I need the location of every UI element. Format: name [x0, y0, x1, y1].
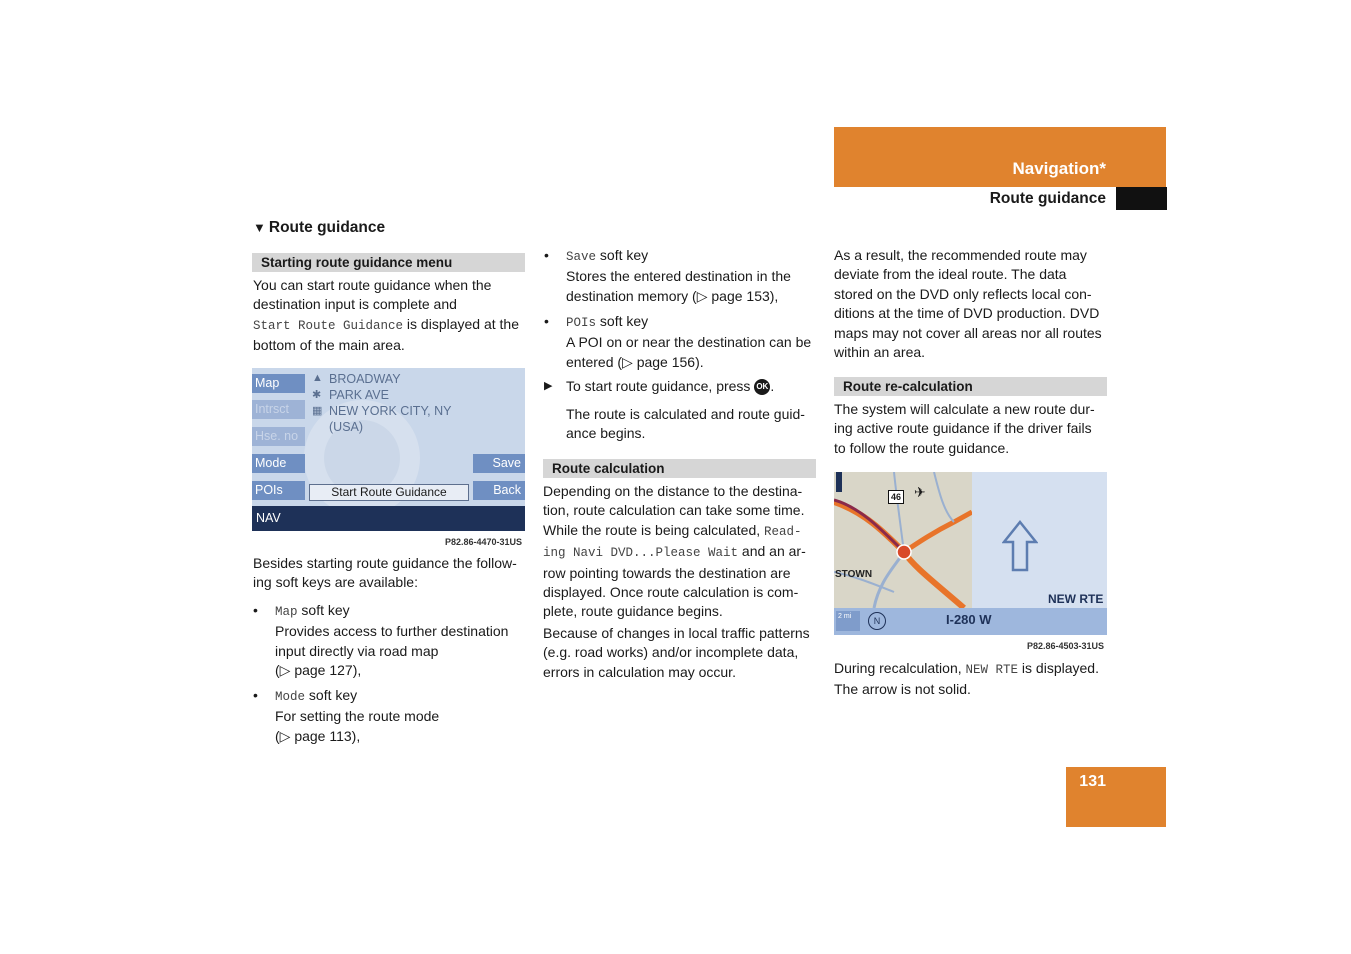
- calc-line: While the route is being calculated,: [543, 521, 765, 538]
- result-paragraph: [566, 405, 826, 444]
- page-number: 131: [1079, 773, 1106, 790]
- changes-line: errors in calculation may occur.: [543, 663, 736, 680]
- intro-line: bottom of the main area.: [253, 337, 405, 354]
- list-line: Provides access to further destination: [275, 623, 509, 640]
- bullet-icon: •: [544, 247, 549, 263]
- intro-line: is displayed at the: [403, 315, 519, 332]
- main-heading: [253, 219, 385, 237]
- nav-screen-recalculation: [834, 472, 1107, 635]
- calc-line: Depending on the distance to the destina-: [543, 483, 803, 499]
- header-marker: [1116, 187, 1167, 210]
- recalc-line: ing active route guidance if the driver fails: [834, 420, 1092, 437]
- calculation-paragraph: [543, 482, 828, 622]
- map-view: [834, 472, 972, 608]
- deviation-line: stored on the DVD only reflects local con-: [834, 285, 1092, 302]
- section-title: Navigation*: [1012, 159, 1106, 178]
- list-line: (▷ page 127),: [275, 662, 362, 679]
- softkey-map[interactable]: Map: [252, 374, 305, 393]
- recalculation-paragraph: [834, 400, 1119, 458]
- subsection-title: Route guidance: [989, 190, 1106, 207]
- deviation-paragraph: [834, 246, 1119, 362]
- step-text: .: [770, 378, 775, 394]
- new-route-label: NEW RTE: [1048, 592, 1104, 606]
- besides-line: ing soft keys are available:: [253, 574, 418, 591]
- list-line: input directly via road map: [275, 642, 439, 659]
- softkey-pois[interactable]: POIs: [252, 481, 305, 500]
- figure-caption: P82.86-4470-31US: [445, 537, 523, 547]
- softkey-name: Mode: [275, 690, 306, 704]
- list-line: Stores the entered destination in the: [566, 268, 791, 285]
- address-cross-street: PARK AVE: [329, 388, 389, 402]
- list-line: A POI on or near the destination can be: [566, 334, 812, 351]
- address-country: (USA): [329, 420, 364, 434]
- compass-icon: N: [868, 612, 886, 630]
- nav-status-bar: NAV: [252, 506, 525, 531]
- intro-line: You can start route guidance when the: [253, 277, 492, 293]
- deviation-line: deviate from the ideal route. The data: [834, 266, 1067, 283]
- mono-text: ing Navi DVD...Please Wait: [543, 546, 739, 561]
- deviation-line: maps may not cover all areas nor all routes: [834, 324, 1102, 341]
- softkey-intersection[interactable]: Intrsct: [252, 400, 305, 419]
- list-line: entered (▷ page 156).: [566, 353, 704, 370]
- bullet-icon: •: [253, 687, 258, 703]
- besides-line: Besides starting route guidance the follow-: [253, 555, 517, 571]
- softkey-suffix: soft key: [297, 602, 350, 618]
- city-icon: ▦: [312, 405, 323, 417]
- mono-text: NEW RTE: [965, 663, 1019, 677]
- intro-line: destination input is complete and: [253, 296, 457, 313]
- calc-line: row pointing towards the destination are: [543, 564, 791, 581]
- softkey-suffix: soft key: [596, 247, 649, 263]
- list-line: (▷ page 113),: [275, 727, 361, 744]
- start-route-guidance-button[interactable]: Start Route Guidance: [309, 484, 469, 501]
- list-item: [544, 246, 826, 306]
- list-item: [544, 312, 826, 372]
- during-line: is displayed.: [1018, 660, 1099, 676]
- list-item: [253, 686, 535, 746]
- deviation-line: within an area.: [834, 344, 926, 361]
- result-line: ance begins.: [566, 425, 646, 442]
- triangle-down-icon: ▼: [253, 220, 266, 235]
- section-bar-route-calculation: Route calculation: [543, 459, 816, 478]
- step-item: [544, 377, 826, 396]
- step-text: To start route guidance, press: [566, 378, 751, 394]
- section-bar-starting: Starting route guidance menu: [252, 253, 525, 272]
- address-street: BROADWAY: [329, 372, 401, 386]
- softkey-name: Map: [275, 605, 298, 619]
- figure-caption: P82.86-4503-31US: [1027, 641, 1105, 651]
- softkey-suffix: soft key: [305, 687, 358, 703]
- during-line: During recalculation,: [834, 660, 966, 676]
- section-bar-route-recalculation: Route re-calculation: [834, 377, 1107, 396]
- intro-paragraph: [253, 276, 528, 356]
- during-paragraph: [834, 659, 1119, 700]
- softkey-mode[interactable]: Mode: [252, 454, 305, 473]
- deviation-line: ditions at the time of DVD production. DVD: [834, 305, 1100, 322]
- street-icon: ▲: [312, 372, 323, 384]
- map-town-label: STOWN: [835, 569, 873, 580]
- besides-paragraph: [253, 554, 533, 593]
- calc-line: and an ar-: [738, 543, 806, 560]
- list-item: [253, 601, 535, 681]
- step-arrow-icon: ▶: [544, 380, 553, 392]
- scale-indicator: 2 mi: [836, 611, 860, 631]
- arrow-up-outline-icon: [1002, 520, 1038, 572]
- softkey-suffix: soft key: [596, 313, 649, 329]
- guidance-panel: [972, 472, 1107, 608]
- address-city: NEW YORK CITY, NY: [329, 404, 452, 418]
- ok-button-icon: OK: [754, 379, 770, 395]
- cross-street-icon: ✱: [312, 389, 322, 401]
- calc-line: plete, route guidance begins.: [543, 603, 723, 620]
- list-line: destination memory (▷ page 153),: [566, 287, 779, 304]
- mono-text: Read-: [764, 524, 802, 539]
- changes-paragraph: [543, 624, 828, 682]
- calc-line: tion, route calculation can take some time.: [543, 502, 805, 519]
- changes-line: Because of changes in local traffic patterns: [543, 625, 810, 641]
- list-line: For setting the route mode: [275, 708, 440, 725]
- current-road-label: I-280 W: [946, 612, 992, 627]
- bullet-icon: •: [544, 313, 549, 329]
- softkey-name: POIs: [566, 316, 597, 330]
- nav-screen-start-guidance: [252, 368, 525, 531]
- softkey-back[interactable]: Back: [473, 481, 525, 500]
- calc-line: displayed. Once route calculation is com-: [543, 584, 799, 601]
- main-heading-text: Route guidance: [268, 219, 386, 236]
- softkey-house-number[interactable]: Hse. no: [252, 427, 305, 446]
- recalc-line: to follow the route guidance.: [834, 439, 1010, 456]
- during-line: The arrow is not solid.: [834, 681, 971, 698]
- mono-text: Start Route Guidance: [253, 318, 404, 333]
- recalc-line: The system will calculate a new route dur-: [834, 401, 1095, 417]
- result-line: The route is calculated and route guid-: [566, 406, 805, 422]
- softkey-save[interactable]: Save: [473, 454, 525, 473]
- airport-icon: ✈: [914, 484, 926, 500]
- changes-line: (e.g. road works) and/or incomplete data,: [543, 644, 799, 661]
- deviation-line: As a result, the recommended route may: [834, 247, 1087, 263]
- bullet-icon: •: [253, 602, 258, 618]
- highway-shield: 46: [888, 490, 904, 504]
- softkey-name: Save: [566, 250, 597, 264]
